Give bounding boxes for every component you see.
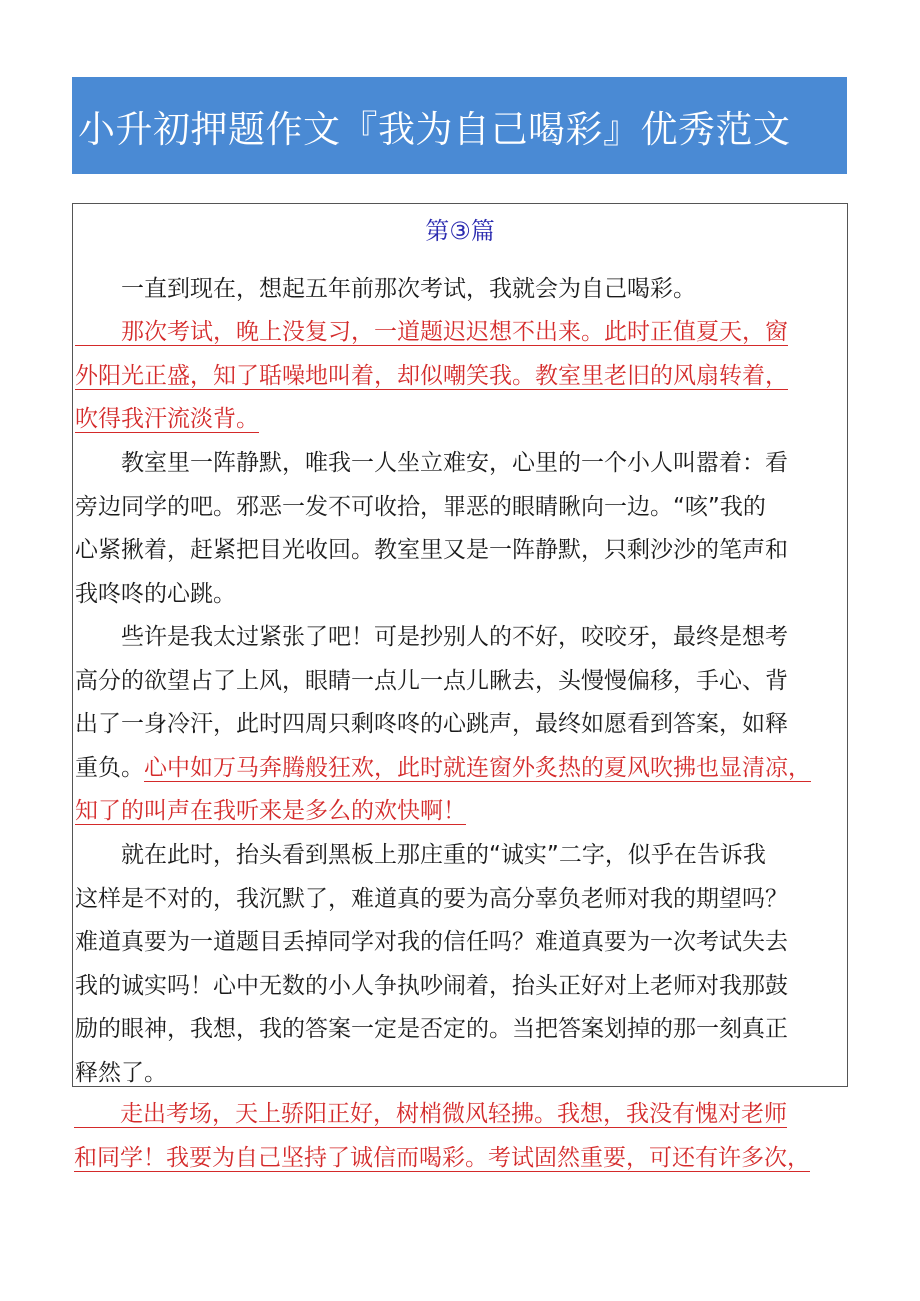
highlighted-line: 知了的叫声在我听来是多么的欢快啊！ <box>75 798 466 824</box>
text-line: 心紧揪着，赶紧把目光收回。教室里又是一阵静默，只剩沙沙的笔声和 <box>75 537 788 563</box>
paragraph-2-highlight <box>75 311 845 442</box>
text-line: 出了一身冷汗，此时四周只剩咚咚的心跳声，最终如愿看到答案，如释 <box>75 711 788 737</box>
paragraph-4 <box>75 616 845 834</box>
text-line: 我的诚实吗！心中无数的小人争执吵闹着，抬头正好对上老师对我那鼓 <box>75 972 788 999</box>
highlighted-line: 那次考试，晚上没复习，一道题迟迟想不出来。此时正值夏天，窗 <box>75 319 788 345</box>
text-line: 旁边同学的吧。邪恶一发不可收拾，罪恶的眼睛瞅向一边。“咳”我的 <box>75 493 766 520</box>
text-line: 一直到现在，想起五年前那次考试，我就会为自己喝彩。 <box>75 276 696 302</box>
highlighted-line: 走出考场，天上骄阳正好，树梢微风轻拂。我想，我没有愧对老师 <box>74 1101 787 1127</box>
essay-box <box>72 203 848 1087</box>
text-line: 我咚咚的心跳。 <box>75 580 236 607</box>
paragraph-5 <box>75 834 845 1095</box>
section-heading: 第③篇 <box>425 217 495 245</box>
highlighted-segment: 心中如万马奔腾般狂欢，此时就连窗外炙热的夏风吹拂也显清凉， <box>144 754 811 781</box>
text-line: 高分的欲望占了上风，眼睛一点儿一点儿瞅去，头慢慢偏移，手心、背 <box>75 667 788 694</box>
title-banner <box>72 77 847 174</box>
text-line: 励的眼神，我想，我的答案一定是否定的。当把答案划掉的那一刻真正 <box>75 1016 788 1042</box>
text-line: 教室里一阵静默，唯我一人坐立难安，心里的一个小人叫嚣着：看 <box>75 450 788 476</box>
paragraph-6-highlight <box>74 1093 849 1180</box>
text-line: 就在此时，抬头看到黑板上那庄重的“诚实”二字，似乎在告诉我 <box>75 842 766 868</box>
text-line: 这样是不对的，我沉默了，难道真的要为高分辜负老师对我的期望吗？ <box>75 885 788 912</box>
paragraph-3 <box>75 442 845 616</box>
highlighted-line: 和同学！我要为自己坚持了诚信而喝彩。考试固然重要，可还有许多次， <box>74 1144 810 1171</box>
text-line: 难道真要为一道题目丢掉同学对我的信任吗？难道真要为一次考试失去 <box>75 929 788 955</box>
text-line: 些许是我太过紧张了吧！可是抄别人的不好，咬咬牙，最终是想考 <box>75 624 788 650</box>
text-segment: 重负。 <box>75 754 144 781</box>
highlighted-line: 外阳光正盛，知了聒噪地叫着，却似嘲笑我。教室里老旧的风扇转着， <box>75 362 788 389</box>
text-line: 释然了。 <box>75 1059 167 1086</box>
highlighted-line: 吹得我汗流淡背。 <box>75 406 259 432</box>
paragraph-1 <box>75 268 845 312</box>
document-title: 小升初押题作文『我为自己喝彩』优秀范文 <box>78 107 791 151</box>
